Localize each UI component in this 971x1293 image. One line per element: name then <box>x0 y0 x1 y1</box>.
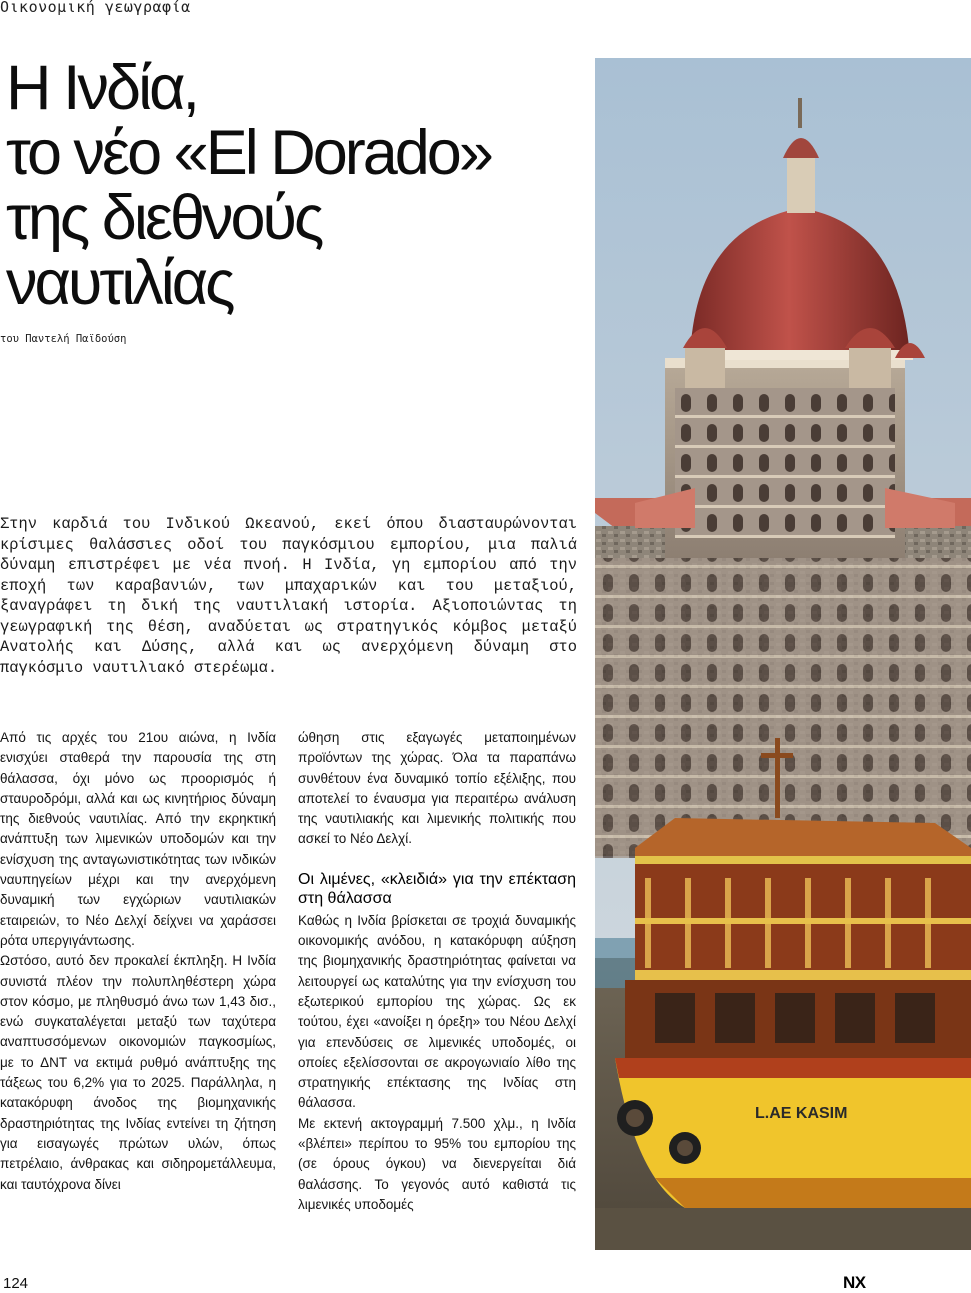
article-photo <box>595 58 971 1250</box>
magazine-logo: NX <box>843 1273 866 1292</box>
body-column-left <box>0 728 276 1195</box>
body-paragraph: Από τις αρχές του 21ου αιώνα, η Ινδία ενισχύει σταθερά την παρουσία της στη θάλασσα, όχι μόνο ως προορισμός ή σταυροδρόμι, αλλά και ως κινητήριος δύναμη της διεθνούς ναυτιλίας. Από την εκρηκτική ανάπτυξη των λιμενικών υποδομών και την ενίσχυση της ανταγωνιστικότητας των ινδικών ναυπηγείων μέχρι και την ανερχόμενη δυναμική των εγχώριων ναυτιλιακών εταιρειών, το Νέο Δελχί δείχνει να χαράσσει ρότα υπεργιγάντωσης. <box>0 730 276 948</box>
body-paragraph: ώθηση στις εξαγωγές μεταποιημένων προϊόντων της χώρας. Όλα τα παραπάνω συνθέτουν ένα δυναμικό τοπίο εξέλιξης, που αποτελεί το έναυσμα για περαιτέρω ανάλυση της ναυτιλιακής και λιμενικής πολιτικής που ασκεί το Νέο Δελχί. <box>298 730 576 847</box>
body-paragraph: Καθώς η Ινδία βρίσκεται σε τροχιά δυναμικής οικονομικής ανόδου, η κατακόρυφη αύξηση της βιομηχανικής δραστηριότητας φαίνεται να λειτουργεί ως καταλύτης για την ενίσχυση του εξωτερικού εμπορίου της χώρας. Ως εκ τούτου, έχει «ανοίξει η όρεξη» του Νέου Δελχί για επενδύσεις σε λιμενικές υποδομές, οι οποίες εξελίσσονται σε ακρογωνιαίο λίθο της στρατηγικής επέκτασης της Ινδίας στη θάλασσα. <box>298 912 576 1111</box>
lead-paragraph: Στην καρδιά του Ινδικού Ωκεανού, εκεί όπου διασταυρώνονται κρίσιμες θαλάσσιες οδοί του παγκόσμιου εμπορίου, μια παλιά δύναμη επιστρέφει με νέα πνοή. Η Ινδία, γη εμπορίου από την εποχή των καραβανιών, των μπαχαρικών και του μεταξιού, ξαναγράφει τη δική της ναυτιλιακή ιστορία. Αξιοποιώντας τη γεωγραφική της θέση, αναδύεται ως στρατηγικός κόμβος μεταξύ Ανατολής και Δύσης, αλλά και ως ανερχόμενη δύναμη στο παγκόσμιο ναυτιλιακό στερέωμα. <box>0 515 577 677</box>
headline-line: Η Ινδία, <box>6 53 197 123</box>
subheading: Οι λιμένες, «κλειδιά» για την επέκταση στη θάλασσα <box>298 870 576 907</box>
body-column-right <box>298 728 576 1215</box>
body-paragraph: Με εκτενή ακτογραμμή 7.500 χλμ., η Ινδία «βλέπει» περίπου το 95% του εμπορίου της (σε όρους όγκου) να διενεργείται διά θαλάσσης. Το γεγονός αυτό καθιστά τις λιμενικές υποδομές <box>298 1115 576 1212</box>
article-headline <box>6 53 591 318</box>
headline-line: ναυτιλίας <box>6 248 233 318</box>
body-paragraph: Ωστόσο, αυτό δεν προκαλεί έκπληξη. Η Ινδία συνιστά πλέον την πολυπληθέστερη χώρα στον κόσμο, με πληθυσμό άνω των 1,43 δισ., ενώ συγκαταλέγεται μεταξύ των ταχύτερα αναπτυσσόμενων οικονομιών παγκοσμίως, με το ΔΝΤ να εκτιμά ρυθμό ανάπτυξης της τάξεως του 6,2% για το 2025. Παράλληλα, η κατακόρυφη άνοδος της βιομηχανικής δραστηριότητας της Ινδίας εντείνει τη ζήτηση για εισαγωγές πρώτων υλών, όπως πετρέλαιο, άνθρακας και σιδηρομετάλλευμα, και ταυτόχρονα δίνει <box>0 953 276 1192</box>
headline-line: της διεθνούς <box>6 183 322 253</box>
taj-hotel-boat-photo <box>595 58 971 1250</box>
boat-name: L.AE KASIM <box>755 1105 848 1122</box>
page-number: 124 <box>3 1275 29 1292</box>
byline: του Παντελή Παϊδούση <box>0 333 127 345</box>
headline-line: το νέο «El Dorado» <box>6 118 491 188</box>
section-label: Οικονομική γεωγραφία <box>0 0 191 16</box>
